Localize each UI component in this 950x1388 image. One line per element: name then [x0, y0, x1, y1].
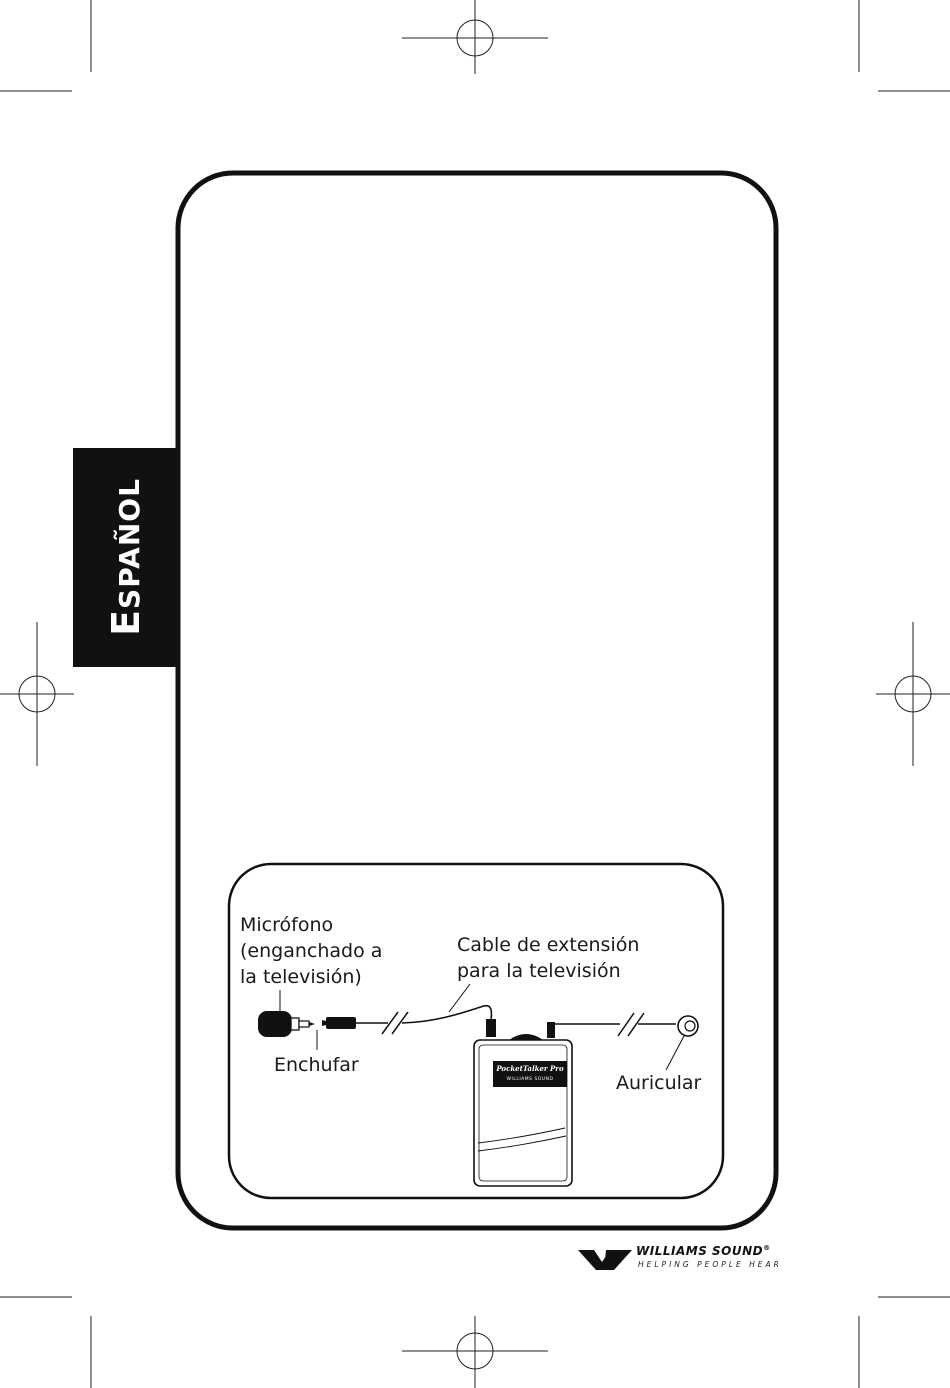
plug-label: Enchufar: [274, 1054, 359, 1076]
logo-wordmark: [636, 1244, 771, 1258]
extension-cable-illustration: [317, 984, 496, 1050]
cable-label-line: Cable de extensión: [457, 934, 640, 956]
registration-target-bottom: [402, 1316, 548, 1388]
device-brand-label: PocketTalker Pro: [496, 1064, 564, 1073]
logo-tagline: HELPING PEOPLE HEAR: [638, 1260, 782, 1269]
earphone-cable-illustration: [551, 1013, 676, 1036]
logo-name: WILLIAMS SOUND: [636, 1244, 764, 1258]
registration-target-right: [876, 622, 950, 766]
microphone-label: [240, 912, 382, 990]
language-tab-initial: E: [104, 608, 148, 636]
microphone-label-line: (enganchado a: [240, 940, 383, 962]
microphone-illustration: [258, 990, 315, 1037]
device-maker-label: WILLIAMS SOUND: [506, 1077, 554, 1082]
registration-target-left: [0, 622, 74, 766]
cable-label: [457, 932, 639, 984]
microphone-label-line: Micrófono: [240, 914, 334, 936]
language-tab-label: [98, 427, 154, 687]
language-tab-rest: SPAÑOL: [113, 478, 146, 609]
pocket-amplifier-illustration: [474, 1022, 572, 1186]
cable-label-line: para la televisión: [457, 960, 621, 982]
williams-sound-logo-mark: [578, 1250, 632, 1270]
registered-mark: ®: [763, 1244, 771, 1252]
microphone-label-line: la televisión): [240, 966, 362, 988]
earphone-label: Auricular: [616, 1072, 702, 1094]
registration-target-top: [402, 0, 548, 74]
